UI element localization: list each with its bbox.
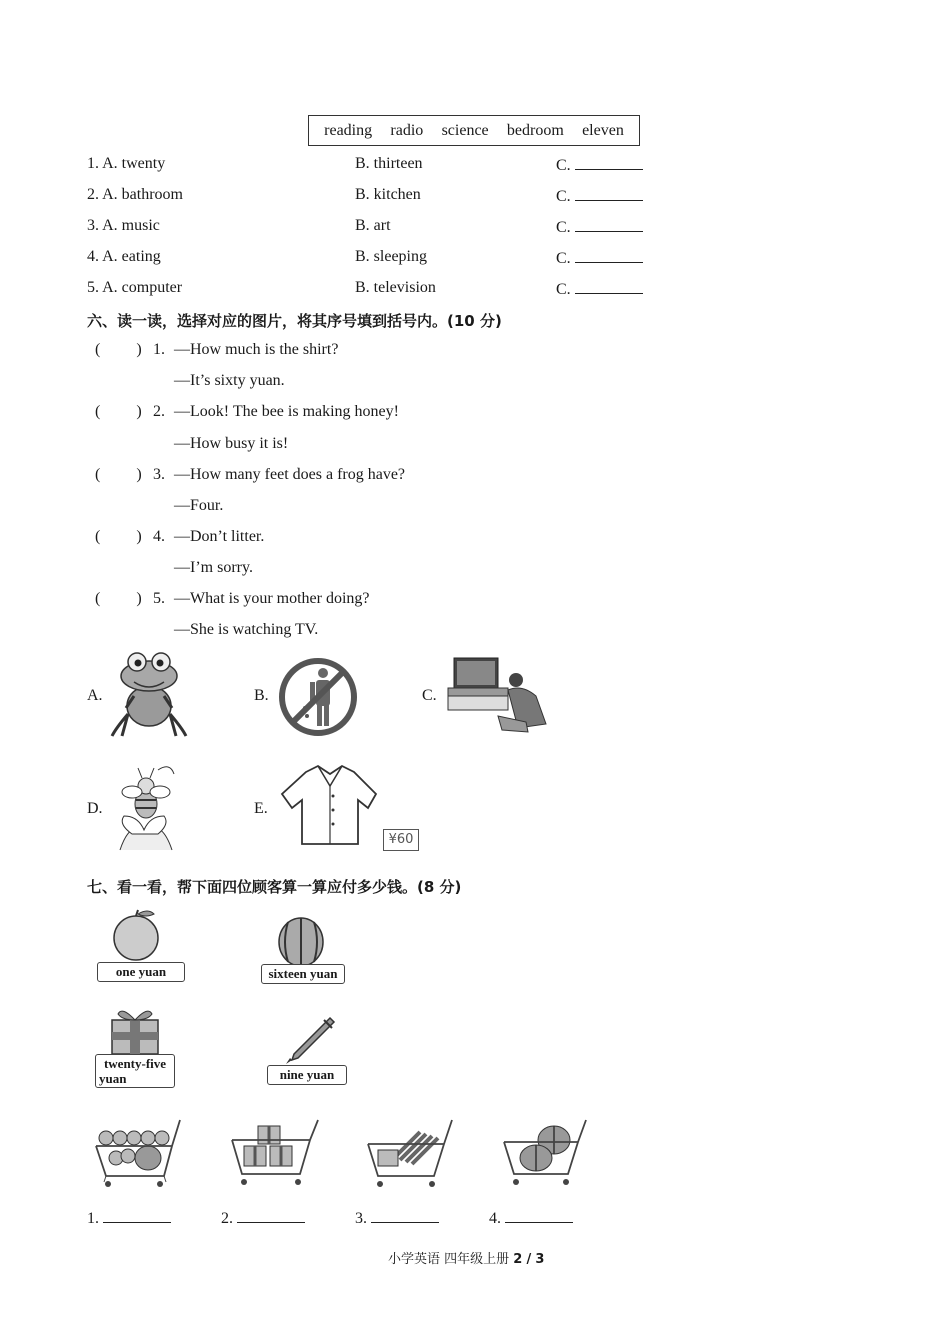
question-number: 3. bbox=[153, 466, 165, 483]
question-number: 4. bbox=[153, 528, 165, 545]
word-bank-word: eleven bbox=[582, 121, 624, 139]
answer-line: —How busy it is! bbox=[174, 435, 289, 452]
answer-bracket[interactable]: ( ) bbox=[95, 528, 142, 545]
answer-bracket[interactable]: ( ) bbox=[95, 403, 142, 420]
price-label: sixteen yuan bbox=[261, 964, 345, 984]
footer-title: 小学英语 四年级上册 bbox=[388, 1252, 510, 1267]
price-label: one yuan bbox=[97, 962, 185, 982]
question-line: —Don’t litter. bbox=[174, 528, 265, 545]
question-line: —How much is the shirt? bbox=[174, 341, 339, 358]
option-a: 1. A. twenty bbox=[87, 155, 166, 172]
page-number: 2 bbox=[513, 1252, 523, 1267]
pen-icon bbox=[282, 1014, 336, 1066]
word-bank-word: bedroom bbox=[506, 121, 564, 139]
answer-bracket[interactable]: ( ) bbox=[95, 341, 142, 358]
shopping-cart-watermelons-icon bbox=[500, 1118, 590, 1188]
question-number: 2. bbox=[153, 403, 165, 420]
answer-blank[interactable] bbox=[575, 217, 643, 232]
watermelon-icon bbox=[276, 914, 326, 968]
answer-blank[interactable] bbox=[237, 1208, 305, 1223]
frog-icon bbox=[108, 650, 190, 742]
question-number: 5. bbox=[153, 590, 165, 607]
answer-line: —She is watching TV. bbox=[174, 621, 319, 638]
answer-blank[interactable] bbox=[575, 155, 643, 170]
bee-on-flower-icon bbox=[110, 760, 182, 858]
answer-blank[interactable] bbox=[103, 1208, 171, 1223]
shopping-cart-gifts-icon bbox=[228, 1118, 322, 1188]
price-tag: ¥60 bbox=[383, 829, 419, 851]
question-number: 1. bbox=[153, 341, 165, 358]
picture-label: E. bbox=[254, 800, 268, 817]
answer-blank[interactable] bbox=[575, 279, 643, 294]
answer-blank[interactable] bbox=[575, 186, 643, 201]
picture-label: C. bbox=[422, 687, 437, 704]
option-c: C. bbox=[556, 186, 643, 206]
word-bank-box bbox=[308, 115, 640, 146]
answer-item: 3. bbox=[355, 1208, 439, 1228]
option-a: 3. A. music bbox=[87, 217, 160, 234]
option-b: B. sleeping bbox=[355, 248, 427, 265]
answer-line: —I’m sorry. bbox=[174, 559, 253, 576]
answer-blank[interactable] bbox=[575, 248, 643, 263]
shopping-cart-pens-icon bbox=[364, 1118, 456, 1188]
option-a: 4. A. eating bbox=[87, 248, 161, 265]
option-c: C. bbox=[556, 279, 643, 299]
option-c: C. bbox=[556, 155, 643, 175]
no-littering-sign-icon bbox=[277, 656, 359, 738]
word-bank-word: reading bbox=[324, 121, 373, 139]
price-label: twenty-five yuan bbox=[95, 1054, 175, 1088]
question-line: —What is your mother doing? bbox=[174, 590, 370, 607]
word-bank-word: radio bbox=[390, 121, 424, 139]
option-b: B. kitchen bbox=[355, 186, 421, 203]
option-b: B. thirteen bbox=[355, 155, 423, 172]
price-label: nine yuan bbox=[267, 1065, 347, 1085]
question-line: —Look! The bee is making honey! bbox=[174, 403, 399, 420]
answer-item: 2. bbox=[221, 1208, 305, 1228]
gift-box-icon bbox=[108, 1006, 162, 1056]
picture-label: B. bbox=[254, 687, 269, 704]
option-a: 2. A. bathroom bbox=[87, 186, 183, 203]
shirt-icon bbox=[276, 764, 384, 850]
answer-item: 4. bbox=[489, 1208, 573, 1228]
answer-line: —Four. bbox=[174, 497, 224, 514]
answer-item: 1. bbox=[87, 1208, 171, 1228]
answer-bracket[interactable]: ( ) bbox=[95, 466, 142, 483]
picture-label: A. bbox=[87, 687, 103, 704]
page-total: 3 bbox=[535, 1252, 545, 1267]
option-c: C. bbox=[556, 248, 643, 268]
option-a: 5. A. computer bbox=[87, 279, 183, 296]
page-footer: 小学英语 四年级上册 2 / 3 bbox=[388, 1252, 545, 1267]
apple-icon bbox=[108, 908, 164, 962]
word-bank-word: science bbox=[441, 121, 489, 139]
person-watching-tv-icon bbox=[446, 656, 552, 738]
option-c: C. bbox=[556, 217, 643, 237]
answer-blank[interactable] bbox=[505, 1208, 573, 1223]
question-line: —How many feet does a frog have? bbox=[174, 466, 406, 483]
answer-line: —It’s sixty yuan. bbox=[174, 372, 285, 389]
answer-bracket[interactable]: ( ) bbox=[95, 590, 142, 607]
shopping-cart-apples-icon bbox=[94, 1118, 184, 1188]
section6-heading: 六、读一读，选择对应的图片，将其序号填到括号内。(10 分) bbox=[87, 312, 502, 330]
answer-blank[interactable] bbox=[371, 1208, 439, 1223]
option-b: B. television bbox=[355, 279, 436, 296]
picture-label: D. bbox=[87, 800, 103, 817]
option-b: B. art bbox=[355, 217, 391, 234]
section7-heading: 七、看一看，帮下面四位顾客算一算应付多少钱。(8 分) bbox=[87, 878, 462, 896]
